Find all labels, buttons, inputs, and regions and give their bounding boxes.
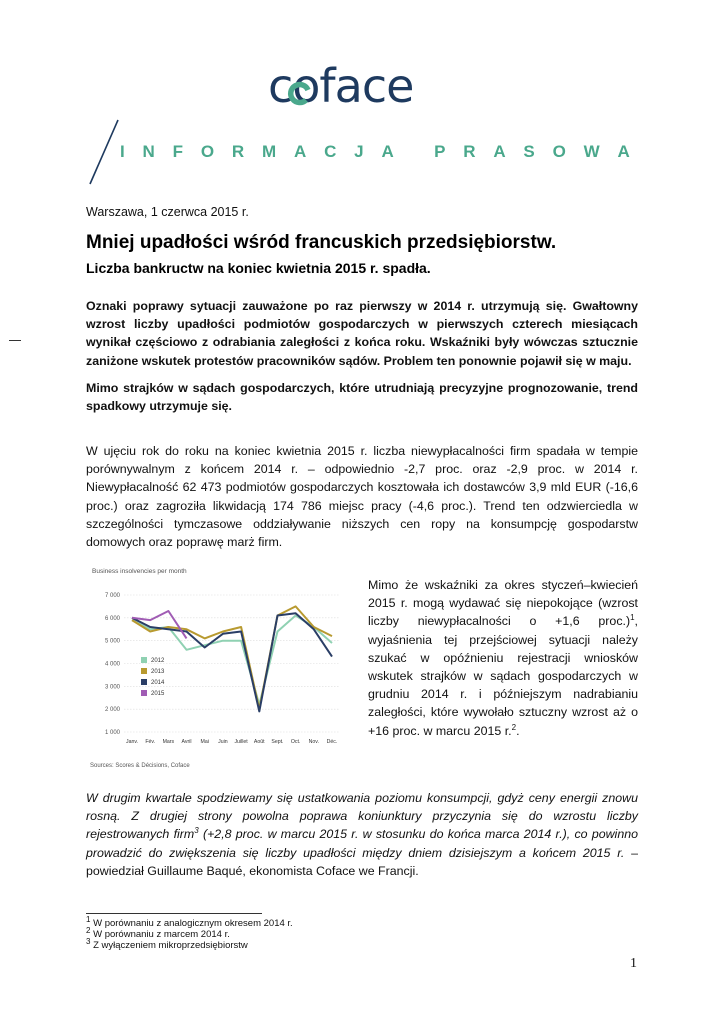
margin-mark: [9, 340, 21, 341]
press-release-banner: [120, 142, 630, 162]
banner-letter: O: [200, 142, 215, 161]
banner-letter: [412, 142, 417, 162]
x-tick-label: Juin: [218, 739, 228, 745]
banner-letter: O: [552, 142, 566, 161]
y-tick-label: 1 000: [104, 730, 120, 736]
dateline: Warszawa, 1 czerwca 2015 r.: [86, 205, 249, 219]
banner-letter: A: [617, 142, 630, 161]
banner-letter: A: [293, 142, 307, 161]
lead-paragraph-2: Mimo strajków w sądach gospodarczych, które utrudniają precyzyjne prognozowanie, trend spadkowy utrzymuje się.: [86, 381, 638, 414]
quote-text-2: (+2,8 proc. w marcu 2015 r. w stosunku do końca marca 2014 r.), co powinno prowadzić do zwiększenia się liczby upadłości między dniem dzisiejszym a końcem 2015 r.: [86, 827, 638, 860]
banner-letter: P: [434, 142, 446, 161]
x-tick-label: Nov.: [308, 739, 319, 745]
x-tick-label: Sept.: [271, 739, 284, 745]
footnote-2: $^2$ W porównaniu z marcem 2014 r.: [86, 925, 230, 940]
x-tick-label: Août: [253, 739, 265, 745]
footnote-ref-3[interactable]: 3: [194, 826, 199, 836]
legend-swatch: [141, 668, 147, 674]
side-paragraph: [368, 576, 638, 740]
footnote-1: $^1$ W porównaniu z analogicznym okresem 2014 r.: [86, 914, 293, 929]
side-text-3: .: [516, 723, 520, 738]
coface-logo: [268, 62, 454, 112]
chart-title: Business insolvencies per month: [92, 568, 187, 575]
banner-letter: R: [231, 142, 245, 161]
footnote-ref-2[interactable]: 2: [511, 722, 517, 732]
side-text-2: , wyjaśnienia tej przejściowej sytuacji należy szukać w opóźnieniu rejestracji wniosków wskutek strajków w sądach gospodarczych w grudniu 2014 r. i późniejszym nadrabianiu zaległości, które wywołało sztuczny wzrost aż o +16 proc. w marcu 2015 r.: [368, 614, 638, 738]
footnote-divider: [86, 913, 262, 914]
quote-paragraph: [86, 789, 638, 880]
x-tick-label: Oct.: [290, 739, 301, 745]
x-tick-label: Déc.: [326, 739, 338, 745]
banner-slash-icon: [84, 118, 124, 186]
side-text-1: Mimo że wskaźniki za okres styczeń–kwiecień 2015 r. mogą wydawać się niepokojące (wzrost liczby niewypłacalności o +1,6 proc.): [368, 578, 638, 629]
x-tick-label: Mai: [200, 739, 209, 745]
y-tick-label: 2 000: [104, 707, 120, 714]
x-tick-label: Juillet: [234, 739, 248, 745]
lead-paragraph-1: Oznaki poprawy sytuacji zauważone po raz pierwszy w 2014 r. utrzymują się. Gwałtowny wzrost liczby upadłości podmiotów gospodarczych w pierwszych czterech miesiącach wynikał częściowo z odrabiania zaległości z końca roku. Wskaźniki były wówczas sztucznie zaniżone wskutek protestów pracowników sądów. Problem ten ponownie pojawił się w maju.: [86, 299, 638, 368]
page-subtitle: Liczba bankructw na koniec kwietnia 2015 r. spadła.: [86, 260, 431, 276]
insolvencies-chart: [88, 562, 350, 772]
footnote-3: $^3$ Z wyłączeniem mikroprzedsiębiorstw: [86, 936, 248, 951]
legend-swatch: [141, 690, 147, 696]
x-tick-label: Janv.: [125, 739, 139, 745]
y-tick-label: 6 000: [104, 615, 120, 622]
banner-letter: N: [142, 142, 155, 161]
logo-wordmark: coface: [268, 62, 414, 112]
footnotes: [86, 914, 293, 951]
y-tick-label: 7 000: [104, 593, 120, 599]
banner-letter: R: [463, 142, 476, 161]
banner-letter: J: [354, 142, 364, 161]
banner-letter: A: [493, 142, 506, 161]
page-number: 1: [630, 956, 637, 971]
y-tick-label: 4 000: [104, 661, 120, 668]
banner-letter: A: [381, 142, 394, 161]
y-tick-label: 3 000: [104, 684, 120, 691]
x-tick-label: Avril: [181, 739, 192, 745]
banner-letter: S: [523, 142, 535, 161]
y-tick-label: 5 000: [104, 638, 120, 645]
page-title: Mniej upadłości wśród francuskich przedsiębiorstw.: [86, 232, 557, 253]
chart-source: Sources: Scores & Décisions, Coface: [90, 763, 190, 769]
quote-attribution: – powiedział Guillaume Baqué, ekonomista Coface we Francji.: [86, 845, 638, 878]
banner-letter: I: [120, 142, 125, 161]
legend-swatch: [141, 657, 147, 663]
banner-letter: F: [172, 142, 184, 161]
banner-letter: W: [583, 142, 600, 161]
banner-letter: C: [324, 142, 337, 161]
quote-text-1: W drugim kwartale spodziewamy się ustatkowania poziomu konsumpcji, gdyż ceny energii znowu rosną. Z drugiej strony powolna poprawa koniunktury przyczynia się do wzrostu liczby rejestrowanych firm: [86, 791, 638, 842]
x-tick-label: Fév.: [145, 739, 156, 745]
legend-label: 2012: [151, 658, 165, 664]
x-tick-label: Mars: [162, 739, 175, 745]
legend-label: 2014: [151, 680, 165, 686]
legend-label: 2015: [151, 691, 165, 697]
legend-swatch: [141, 679, 147, 685]
legend-label: 2013: [151, 669, 165, 675]
banner-letter: M: [261, 142, 277, 161]
footnote-ref-1[interactable]: 1: [630, 613, 635, 623]
body-paragraph-1: W ujęciu rok do roku na koniec kwietnia 2015 r. liczba niewypłacalności firm spadała w tempie porównywalnym z końcem 2014 r. – odpowiednio -2,7 proc. oraz -2,9 proc. w 2014 r. Niewypłacalność 62 473 podmiotów gospodarczych kosztowała ich dostawców 3,9 mld EUR (-16,6 proc.) oraz zagroziła likwidacją 174 786 miejsc pracy (-4,6 proc.). Trend ten odzwierciedla w szczególności tymczasowe oddziaływanie niższych cen ropy na konsumpcję gospodarstw domowych oraz poprawę marż firm.: [86, 444, 638, 550]
